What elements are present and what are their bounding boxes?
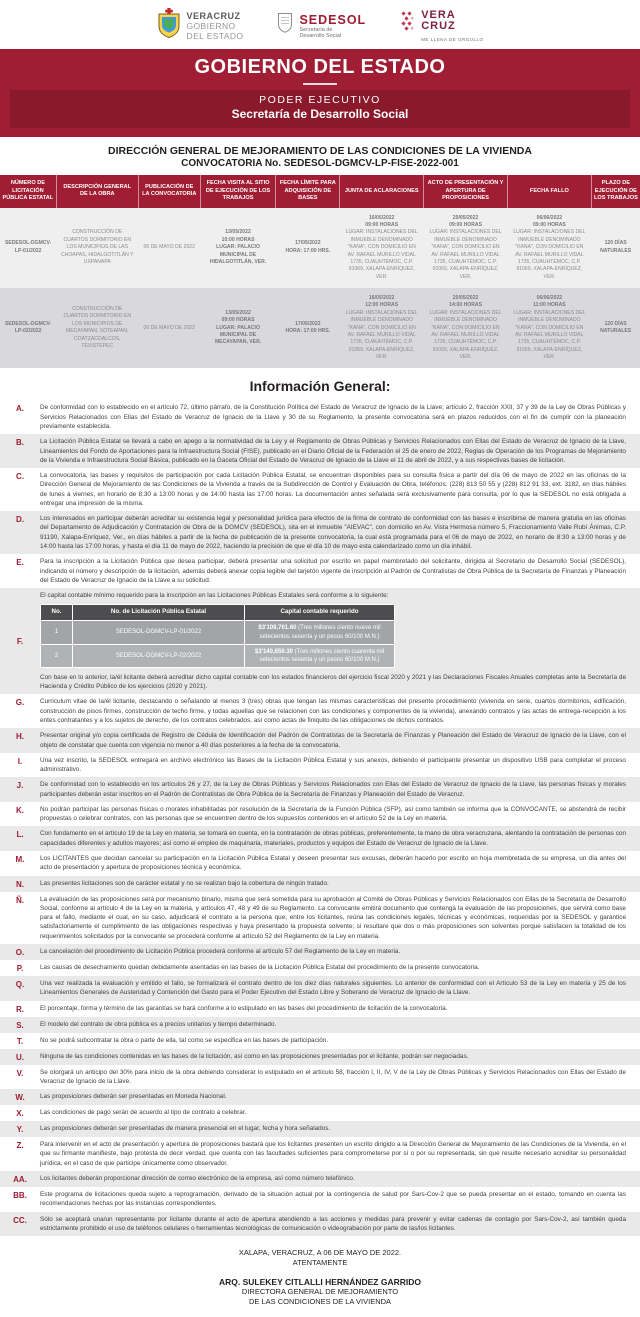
item-text: [40, 1068, 640, 1087]
column-header: ACTO DE PRESENTACIÓN Y APERTURA DE PROPOSICIONES: [424, 175, 508, 208]
item-letter: Ñ.: [16, 895, 24, 905]
item-text: [40, 557, 640, 585]
item-text: [40, 697, 640, 725]
document-titles: [8, 145, 632, 169]
sedesol-sub1: Secretaría de: [299, 26, 333, 33]
column-header: FECHA LÍMITE PARA ADQUISICIÓN DE BASES: [276, 175, 340, 208]
item-paragraph: Las causas de desechamiento quedan debidamente asentadas en las bases de la Licitación Pública Estatal del procedimiento de la presente convocatoria.: [40, 964, 480, 971]
info-item-p: [0, 960, 640, 976]
item-text: [40, 1092, 640, 1102]
item-text: [40, 1215, 640, 1234]
signatory-role-line1: DIRECTORA GENERAL DE MEJORAMIENTO: [241, 1287, 399, 1297]
item-text: [40, 1004, 640, 1014]
capital-cell: 1: [41, 621, 73, 644]
state-banner: [0, 49, 640, 137]
table-cell: CONSTRUCCIÓN DE CUARTOS DORMITORIO EN LOS MUNICIPIOS DE MECAYAPAN, SOTEAPAN, COATZACOALCOS, TEXISTEPEC: [63, 306, 132, 349]
item-paragraph: El capital contable mínimo requerido para la inscripción en las Licitaciones Públicas Estatales será conforme a lo siguiente:: [40, 592, 389, 600]
item-letter: CC.: [13, 1215, 27, 1225]
item-text: [40, 963, 640, 973]
capital-column-header: No. de Licitación Pública Estatal: [73, 605, 245, 621]
item-letter: K.: [16, 805, 24, 815]
item-paragraph: Presentar original y/o copia certificada de Registro de Cédula de Identificación del Padrón de Contratistas de la Secretaría de Finanzas y Planeación del Estado de Veracruz de Ignacio de la Llave, con el objeto de constatar que cuenta con vigencia no menor a 40 días posteriores a la fecha de la convocatoria.: [40, 732, 626, 749]
banner-title: GOBIERNO DEL ESTADO: [194, 56, 446, 78]
table-cell: 13/05/2022 10:00 HORAS LUGAR: PALACIO MUNICIPAL DE HIDALGOTITLÁN, VER.: [209, 229, 267, 265]
capital-column-header: Capital contable requerido: [245, 605, 395, 621]
item-paragraph: No se podrá subcontratar la obra o parte de ella, tal como se especifica en las bases de participación.: [40, 1036, 329, 1044]
item-letter: J.: [16, 781, 24, 791]
table-cell: SEDESOL-DGMCV-LP-02/2022: [4, 320, 52, 335]
item-letter: M.: [15, 855, 25, 865]
item-text: [40, 805, 640, 824]
table-cell: 06 DE MAYO DE 2022: [143, 244, 195, 251]
item-text: [40, 895, 640, 941]
veracruz-state-logo: [157, 8, 244, 43]
item-text: [40, 780, 640, 799]
item-letter: T.: [16, 1036, 24, 1046]
item-paragraph: Una vez realizada la evaluación y emitido el fallo, se formalizará el contrato dentro de los diez días naturales siguientes. Lo anterior de conformidad con el Artículo 53 de la Ley en materia y 25 de los Lineamientos Generales de Austeridad y Contención del Gasto para el Poder Ejecutivo del Estado Libre y Soberano de Veracruz de Ignacio de la Llave.: [40, 980, 626, 997]
info-item-q: [0, 976, 640, 1001]
item-letter: P.: [16, 964, 24, 973]
info-item-f: [0, 588, 640, 694]
item-letter: X.: [16, 1109, 24, 1119]
info-item-o: [0, 944, 640, 960]
capital-cell: SEDESOL-DGMCV-LP-02/2022: [73, 644, 245, 667]
item-letter: Z.: [16, 1141, 24, 1151]
sedesol-shield-icon: [277, 12, 293, 39]
item-text: [40, 1108, 640, 1118]
info-item-w: [0, 1089, 640, 1105]
veracruz-brand-tagline: ME LLENA DE ORGULLO: [421, 36, 484, 42]
sedesol-wordmark: SEDESOL: [299, 12, 367, 27]
table-cell: 120 DÍAS NATURALES: [600, 240, 632, 254]
veracruz-brand-logo: [400, 10, 483, 42]
licitaciones-table: [0, 175, 640, 368]
item-letter: A.: [16, 404, 24, 414]
capital-table: [40, 604, 395, 667]
item-text: [40, 514, 640, 551]
capital-cell: SEDESOL-DGMCV-LP-01/2022: [73, 621, 245, 644]
licitacion-row: [0, 208, 640, 288]
table-cell: 20/05/2022 14:00 HORAS LUGAR: INSTALACIONES DEL INMUEBLE DENOMINADO "KANA", CON DOMICILIO EN AV. RAFAEL MURILLO VIDAL 1735, CUAUHTÉMOC, C.P. 91069, XALAPA-ENRÍQUEZ, VER.: [429, 295, 502, 361]
info-item-bb: [0, 1187, 640, 1212]
item-paragraph: Para la inscripción a la Licitación Pública que desea participar, deberá presentar una solicitud por escrito en papel membretado del solicitante, dirigida al Secretario de Desarrollo Social (SEDESOL), indicando el número y descripción de la licitación, además deberá anexar copia legible del tarjetón vigente de inscripción al Padrón de Contratistas de Obra Pública de la Secretaría de Finanzas y Planeación del Estado de Veracruz de Ignacio de la Llave a su solicitud.: [40, 558, 626, 584]
column-header: DESCRIPCIÓN GENERAL DE LA OBRA: [56, 175, 138, 208]
veracruz-logo-line1: VERACRUZ: [186, 10, 241, 21]
info-general-heading: Información General:: [249, 378, 391, 395]
table-cell: 06 DE MAYO DE 2022: [143, 324, 195, 331]
capital-cell: $3'109,761.60 (Tres millones ciento nueve mil setecientos sesenta y un pesos 60/100 M.N.): [245, 621, 395, 644]
item-letter: L.: [16, 830, 24, 840]
item-paragraph: De conformidad con lo establecido en los artículos 26 y 27, de la Ley de Obras Públicas y Servicios Relacionados con Ellas del Estado de Veracruz de Ignacio de la Llave, las personas físicas y morales participantes deberán estar inscritos en el Padrón de Contratistas de Obra Pública de la Secretaría de Finanzas y Planeación del Estado de Veracruz.: [40, 781, 626, 798]
info-item-b: [0, 434, 640, 468]
item-letter: B.: [16, 438, 24, 448]
item-text: [40, 854, 640, 873]
info-item-d: [0, 511, 640, 554]
item-letter: Y.: [16, 1125, 24, 1135]
info-item-l: [0, 826, 640, 851]
info-item-z: [0, 1137, 640, 1171]
banner-subtitle-secretaria: Secretaría de Desarrollo Social: [231, 107, 409, 121]
info-item-u: [0, 1049, 640, 1065]
item-letter: D.: [16, 515, 24, 525]
sedesol-logo-text: [299, 13, 366, 39]
veracruz-brand-line2: CRUZ: [421, 19, 456, 32]
licitacion-row: [0, 288, 640, 368]
item-letter: R.: [16, 1004, 24, 1014]
signatory-name: ARQ. SULEKEY CITLALLI HERNÁNDEZ GARRIDO: [219, 1277, 421, 1288]
item-letter: Q.: [15, 980, 25, 989]
item-letter: BB.: [13, 1190, 27, 1200]
item-paragraph: La Licitación Pública Estatal se llevará a cabo en apego a la normatividad de la Ley y el Reglamento de Obras Públicas y Servicios Relacionados con Ellas del Estado de Veracruz de Ignacio de la Llave, Lineamientos del Fondo de Aportaciones para la Infraestructura Social (FISE), publicado en el Diario Oficial de la Federación el 25 de enero de 2022, Reglas de Operación de los Programas de Mejoramiento de la Vivienda e Infraestructura Social Básica, publicado en la Gaceta Oficial del Estado de Veracruz de Ignacio de la Llave el 11 de abril de 2022, y a sus respectivas bases de licitación.: [40, 438, 626, 464]
main-table-body: [0, 208, 640, 369]
capital-row: [41, 644, 395, 667]
item-text: [40, 591, 640, 691]
table-cell: 20/05/2022 09:00 HORAS LUGAR: INSTALACIONES DEL INMUEBLE DENOMINADO "KANA", CON DOMICILIO EN AV. RAFAEL MURILLO VIDAL 1735, CUAUHTÉMOC, C.P. 91069, XALAPA-ENRÍQUEZ, VER.: [429, 214, 502, 280]
column-header: PUBLICACIÓN DE LA CONVOCATORIA: [138, 175, 200, 208]
table-cell: 06/06/2022 11:00 HORAS LUGAR: INSTALACIONES DEL INMUEBLE DENOMINADO "KANA", CON DOMICILIO EN AV. RAFAEL MURILLO VIDAL 1735, CUAUHTÉMOC, C.P. 91069, XALAPA-ENRÍQUEZ, VER.: [513, 295, 586, 361]
place-date: XALAPA, VERACRUZ, A 06 DE MAYO DE 2022.: [238, 1248, 402, 1258]
item-paragraph: Con fundamento en el artículo 19 de la Ley en materia, se tomará en cuenta, en la contratación de obras públicas, preferentemente, la mano de obra veracruzana, alentando la contratación de personas con capacidades diferentes y adultos mayores; así como el empleo de maquinaria, materiales, productos y equipos del Estado de Veracruz de Ignacio de la Llave.: [40, 830, 626, 847]
item-paragraph: De conformidad con lo establecido en el artículo 72, último párrafo, de la Constitución Política del Estado de Veracruz de Ignacio de la Llave; artículo 2, fracción XXII, 37 y 39 de la Ley de Obras Públicas y Servicios Relacionados con Ellas del Estado de Veracruz de Ignacio de la Llave y 30 de su Reglamento, la presente convocatoria será en plazos reducidos con el fin de cumplir con la planeación previamente establecida.: [40, 404, 626, 430]
item-text: [40, 1020, 640, 1030]
banner-inner-band: [10, 90, 630, 128]
table-cell: SEDESOL-DGMCV-LP-01/2022: [4, 240, 52, 254]
info-item-h: [0, 728, 640, 753]
item-text: [40, 879, 640, 889]
column-header: JUNTA DE ACLARACIONES: [340, 175, 424, 208]
info-item-t: [0, 1033, 640, 1049]
info-item-j: [0, 777, 640, 802]
item-letter: H.: [16, 732, 24, 742]
item-letter: V.: [16, 1068, 24, 1078]
column-header: NÚMERO DE LICITACIÓN PÚBLICA ESTATAL: [0, 175, 56, 208]
sedesol-logo: [277, 12, 366, 39]
info-item-g: [0, 694, 640, 728]
veracruz-logo-line3: DEL ESTADO: [186, 30, 244, 41]
veracruz-state-logo-text: [187, 11, 244, 41]
item-letter: S.: [16, 1020, 24, 1030]
veracruz-logo-line2: GOBIERNO: [186, 20, 236, 31]
item-paragraph: No podrán participar las personas físicas o morales inhabilitadas por resolución de la Secretaría de la Función Pública (SFP), así como también se informa que la CONVOCANTE, se abstendrá de recibir propuestas o celebrar contratos, con las personas que se encuentren dentro de los supuestos contenidos en el artículo 52 de la Ley en materia.: [40, 805, 626, 823]
item-text: [40, 437, 640, 465]
capital-cell: $3'140,859.30 (Tres millones ciento cuarenta mil setecientos sesenta y un pesos 60/100 M.N.): [245, 644, 395, 667]
capital-column-header: No.: [41, 605, 73, 621]
item-paragraph: La cancelación del procedimiento de Licitación Pública procederá conforme al artículo 57 del Reglamento de la Ley en materia.: [40, 948, 401, 955]
page-title: DIRECCIÓN GENERAL DE MEJORAMIENTO DE LAS CONDICIONES DE LA VIVIENDA: [108, 145, 532, 157]
column-header: FECHA VISITA AL SITIO DE EJECUCIÓN DE LOS TRABAJOS: [200, 175, 276, 208]
item-letter: AA.: [13, 1174, 27, 1184]
closing-word: ATENTAMENTE: [292, 1258, 348, 1268]
veracruz-coat-of-arms-icon: [157, 8, 181, 43]
column-header: PLAZO DE EJECUCIÓN DE LOS TRABAJOS: [591, 175, 640, 208]
main-table-head-row: [0, 175, 640, 208]
item-text: [40, 1036, 640, 1046]
item-letter: U.: [16, 1052, 24, 1062]
item-text: [40, 1052, 640, 1062]
item-paragraph: La evaluación de las proposiciones será por mecanismo binario, misma que será sometida para su aprobación al Comité de Obras Públicas y Servicios Relacionados con Ellas de la Secretaría de Desarrollo Social, conforme al artículo 4 de la Ley en la materia, y artículos 47, 48 y 49 de su Reglamento. La convocante emitirá documento que contenga la evaluación de las proposiciones, que servirá como base para el fallo, mediante el cual, en su caso, adjudicará el contrato a la persona que, entre los licitantes, reúna las condiciones legales, técnicas y económicas, requeridas por la SEDESOL y garantice satisfactoriamente el cumplimiento de las obligaciones respectivas y haya presentado la propuesta solvente; si resultare que dos o más proposiciones son solventes porque satisfacen la totalidad de los requerimientos solicitados por la convocante se procederá conforme al artículo 52 del Reglamento de la Ley en materia.: [40, 895, 626, 940]
item-paragraph: Sólo se aceptará una/un representante por licitante durante el acto de apertura atendiendo a las acciones y medidas para prevenir y evitar cadenas de contagio por Sars-Cov-2, así también queda estrictamente prohibido el uso de teléfonos celulares o herramientas tecnológicas de comunicación o videograbación por parte de las/los licitantes.: [40, 1215, 626, 1232]
item-letter: N.: [16, 879, 24, 889]
item-text: [40, 1124, 640, 1134]
item-text: [40, 1140, 640, 1168]
info-item-aa: [0, 1171, 640, 1187]
table-cell: 13/05/2022 09:00 HORAS LUGAR: PALACIO MUNICIPAL DE MECAYAPAN, VER.: [214, 309, 262, 346]
sedesol-sub2: Desarrollo Social: [299, 32, 342, 39]
item-paragraph: Con base en lo anterior, la/él licitante deberá acreditar dicho capital contable con los estados financieros del ejercicio fiscal 2020 y 2021 y las Declaraciones Fiscales Anuales completas ante la Secretaría de Hacienda y Crédito Público de los ejercicios (2020 y 2021).: [40, 673, 626, 691]
item-letter: E.: [16, 558, 24, 568]
item-paragraph: La convocatoria, las bases y requisitos de participación por cada Licitación Pública Estatal, se encuentran disponibles para su consulta física a partir del día 06 de mayo de 2022 en las oficinas de la Dirección General de Mejoramiento de las Condiciones de la Vivienda a través de la Subdirección de Control y Evaluación de Obra, teléfonos: (228) 813 50 55 y (228) 812 91 33, ext. 3182, en días hábiles de lunes a viernes, en horario de 8:30 a 13:00 horas y de 14:00 hasta las 17:00 horas. La documentación antes señalada será exclusivamente para consulta, por lo que la SEDESOL no está obligada a entregar una impresión de la misma.: [40, 472, 626, 507]
item-letter: I.: [17, 756, 23, 766]
item-letter: O.: [15, 948, 25, 957]
item-text: [40, 756, 640, 775]
info-item-r: [0, 1001, 640, 1017]
signature-block: [0, 1248, 640, 1317]
item-text: [40, 979, 640, 998]
item-letter: W.: [15, 1093, 25, 1103]
item-paragraph: Curriculum vitae de la/él licitante, destacando o señalando al menos 3 (tres) obras que tengan las mismas características del presente procedimiento (vivienda en serie, cuartos dormitorios, edificación, construcción de pisos firmes, construcción de techo firme, y todas aquellas que se relacionen con las condiciones y componentes de la vivienda), anexando contratos y las actas de entrega-recepción a los entes contratantes y a los sujetos de derecho, de los contratos celebrados, así como actas de finiquito de las obligaciones de dichos contratos.: [40, 698, 626, 724]
item-paragraph: Las condiciones de pago serán de acuerdo al tipo de contrato a celebrar.: [40, 1109, 247, 1117]
item-paragraph: Ninguna de las condiciones contenidas en las bases de la licitación, así como en las proposiciones presentadas por el licitante, podrán ser negociadas.: [40, 1052, 469, 1060]
table-cell: 17/05/2022 HORA: 17:00 HRS.: [285, 240, 331, 254]
item-paragraph: Los interesados en participar deberán acreditar su existencia legal y personalidad jurídica para efectos de la firma de contrato de conformidad con las bases e inscribirse de manera gratuita en las oficinas del Departamento de Adjudicación y Contratación de Obra de la DGMCV (SEDESOL), sita en el inmueble "AIEVAC", con domicilio en Av. Vista Hermosa número 5, Fraccionamiento Valle Rubí Ánimas, C.P. 91190, Xalapa-Enríquez, Ver., en días hábiles a partir de la fecha de publicación de la presente convocatoria, la cual está programada para el 06 de mayo de 2022, en horario de 8:30 a 13:00 horas y de 14:00 hasta las 17:00 horas, y hasta el día 11 de mayo de 2022, haciendo la precisión de que el día 10 de mayo esta calendarizado como un día inhábil.: [40, 515, 626, 551]
info-item-x: [0, 1105, 640, 1121]
logo-bar: [0, 0, 640, 49]
item-text: [40, 1174, 640, 1184]
veracruz-brand-line1: VERA: [421, 8, 456, 21]
info-item-ñ: [0, 892, 640, 944]
signatory-role-line2: DE LAS CONDICIONES DE LA VIVIENDA: [248, 1296, 392, 1306]
item-paragraph: Las proposiciones deberán ser presentadas en Moneda Nacional.: [40, 1093, 227, 1101]
info-item-i: [0, 753, 640, 778]
table-cell: 06/06/2022 09:00 HORAS LUGAR: INSTALACIONES DEL INMUEBLE DENOMINADO "KANA", CON DOMICILIO EN AV. RAFAEL MURILLO VIDAL 1735, CUAUHTÉMOC, C.P. 91069, XALAPA-ENRÍQUEZ, VER.: [513, 214, 586, 280]
convocatoria-number: CONVOCATORIA No. SEDESOL-DGMCV-LP-FISE-2022-001: [181, 158, 459, 169]
item-text: [40, 829, 640, 848]
item-paragraph: Los LICITANTES que decidan cancelar su participación en la Licitación Pública Estatal y deseen presentar sus excusas, deberán hacerlo por escrito en hoja membretada de su empresa, un día antes del acto de presentación y apertura de proposiciones técnica y económica.: [40, 855, 626, 872]
column-header: FECHA FALLO: [507, 175, 591, 208]
info-item-e: [0, 554, 640, 588]
info-item-cc: [0, 1212, 640, 1237]
info-item-c: [0, 468, 640, 511]
info-item-s: [0, 1017, 640, 1033]
item-text: [40, 1190, 640, 1209]
item-paragraph: Las proposiciones deberán ser presentadas de manera presencial en el lugar, fecha y hora señalados.: [40, 1125, 331, 1133]
table-cell: CONSTRUCCIÓN DE CUARTOS DORMITORIO EN LOS MUNICIPIOS DE LAS CHOAPAS, HIDALGOTITLÁN Y UXPANAPA: [60, 229, 134, 265]
banner-divider: [303, 83, 337, 85]
info-item-k: [0, 802, 640, 827]
item-paragraph: El modelo del contrato de obra pública es a precios unitarios y tiempo determinado.: [40, 1020, 277, 1028]
item-letter: G.: [15, 698, 25, 708]
table-cell: 16/05/2022 09:00 HORAS LUGAR: INSTALACIONES DEL INMUEBLE DENOMINADO "KANA", CON DOMICILIO EN AV. RAFAEL MURILLO VIDAL 1735, CUAUHTÉMOC, C.P. 91069, XALAPA-ENRÍQUEZ, VER.: [345, 214, 418, 280]
item-paragraph: El porcentaje, forma y término de las garantías se hará conforme a lo estipulado en las bases del procedimiento de licitación de la convocatoria.: [40, 1004, 448, 1012]
table-cell: 16/05/2022 12:00 HORAS LUGAR: INSTALACIONES DEL INMUEBLE DENOMINADO "KANA", CON DOMICILIO EN AV. RAFAEL MURILLO VIDAL 1735, CUAUHTÉMOC, C.P. 91069, XALAPA-ENRÍQUEZ, VER.: [345, 295, 418, 361]
table-cell: 120 DÍAS NATURALES: [600, 320, 632, 335]
info-item-v: [0, 1065, 640, 1090]
item-text: [40, 731, 640, 750]
item-paragraph: Se otorgará un anticipo del 30% para inicio de la obra debiendo considerar lo estipulado en el artículo 58, fracción I, II, IV, V de la Ley de Obras Públicas y Servicios Relacionados con Ellas del Estado de Veracruz de Ignacio de la Llave.: [40, 1068, 626, 1085]
info-item-m: [0, 851, 640, 876]
table-cell: 17/05/2022 HORA: 17:00 HRS.: [285, 320, 331, 335]
veracruz-brand-text: [421, 10, 483, 42]
info-list: [0, 400, 640, 1236]
item-paragraph: Las presentes licitaciones son de carácter estatal y no se realizan bajo la cobertura de ningún tratado.: [40, 879, 329, 887]
veracruz-brand-ornament-icon: [400, 10, 415, 41]
item-letter: C.: [16, 472, 24, 482]
item-text: [40, 947, 640, 957]
item-paragraph: Este programa de licitaciones queda sujeto a reprogramación, derivado de la situación actual por la contingencia de salud por Sars-Cov-2 que se pueda presentar en el estado, tomando en cuenta las recomendaciones hechas por las instancias correspondientes.: [40, 1190, 626, 1208]
banner-subtitle-poder: PODER EJECUTIVO: [259, 94, 381, 106]
item-paragraph: Una vez inscrito, la SEDESOL entregará en archivo electrónico las Bases de la Licitación Pública Estatal y sus anexos, debiendo el participante presentar un dispositivo USB para completar el proceso administrativo.: [40, 756, 626, 774]
info-item-a: [0, 400, 640, 434]
info-item-n: [0, 876, 640, 892]
item-paragraph: Los licitantes deberán proporcionar dirección de correo electrónico de la empresa, así como número telefónico.: [40, 1174, 355, 1182]
item-letter: F.: [16, 637, 24, 647]
item-text: [40, 471, 640, 508]
item-paragraph: Para intervenir en el acto de presentación y apertura de proposiciones bastará que los licitantes presenten un escrito dirigido a la Dirección General de Mejoramiento de las Condiciones de la Vivienda, en el que su firmante manifieste, bajo protesta de decir verdad, que cuenta con las facultades suficientes para comprometerse por sí o por su representada, sin que resulte necesario acreditar su personalidad jurídica, en el caso de que participe únicamente como observador.: [40, 1141, 626, 1167]
capital-row: [41, 621, 395, 644]
item-text: [40, 403, 640, 431]
capital-cell: 2: [41, 644, 73, 667]
info-item-y: [0, 1121, 640, 1137]
